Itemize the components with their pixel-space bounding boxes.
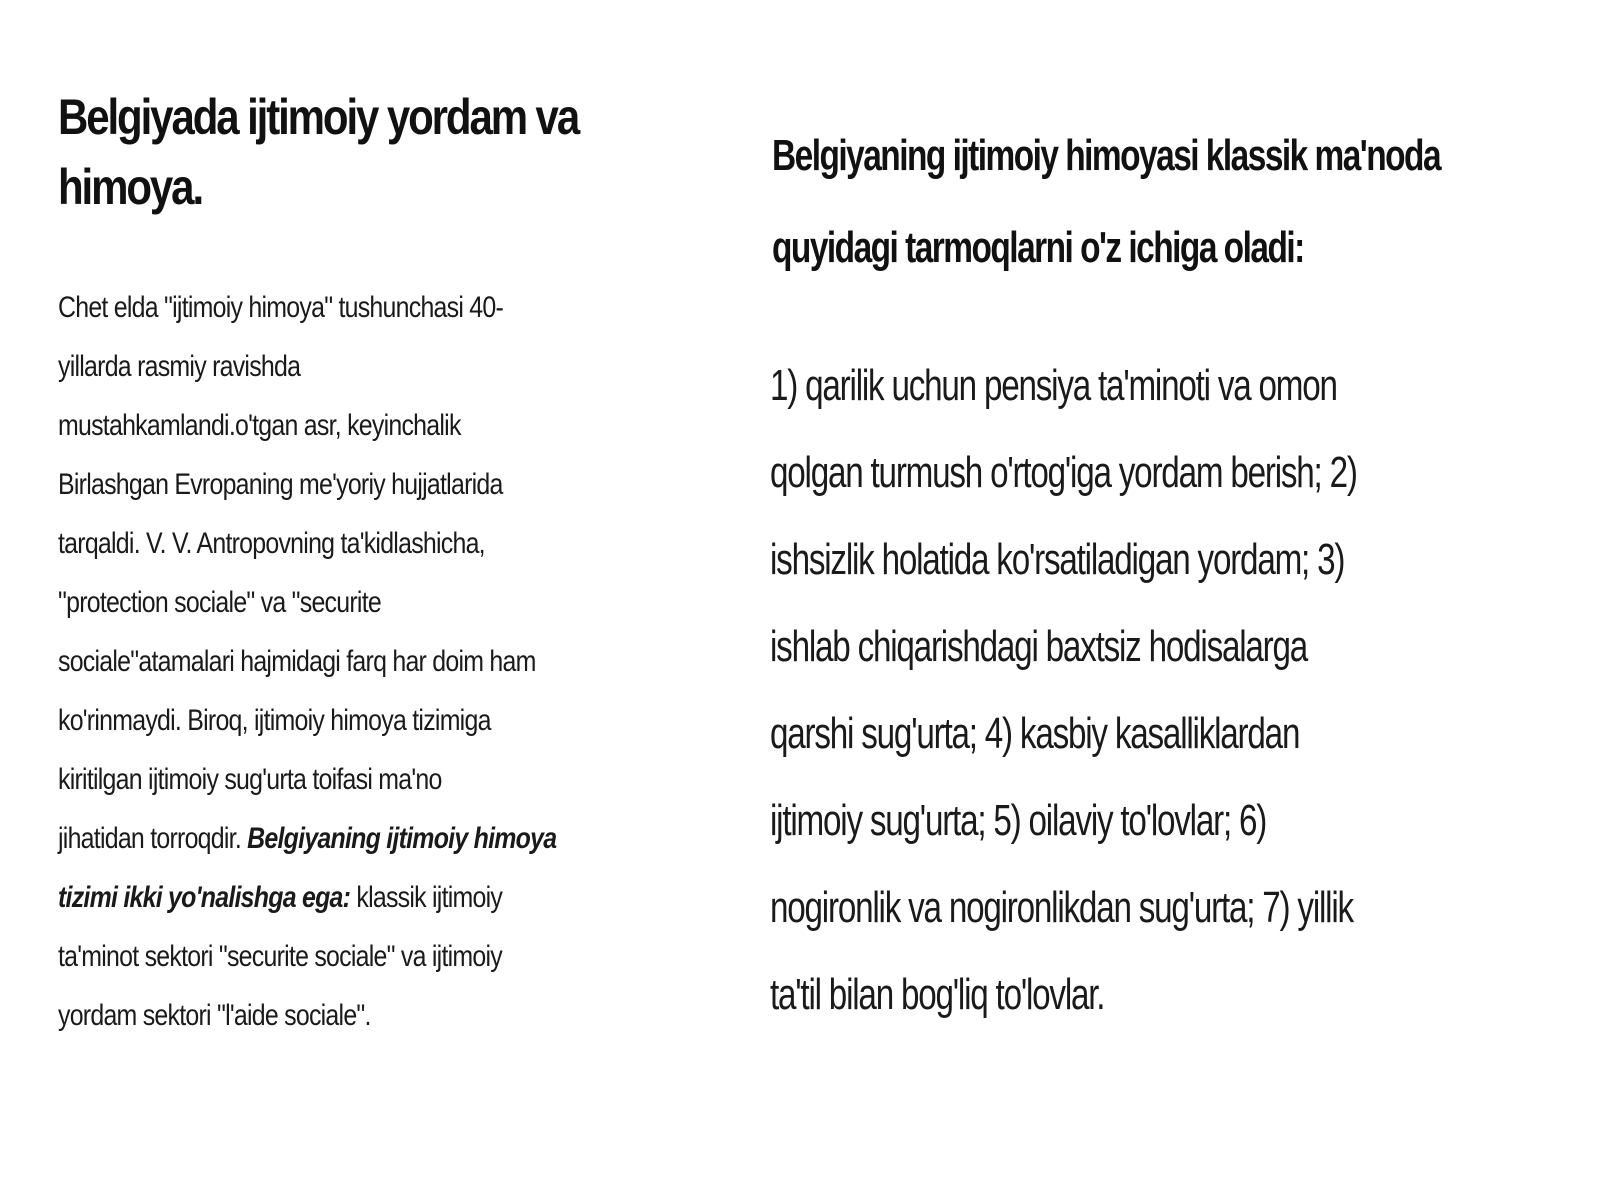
left-heading-line: Belgiyada ijtimoiy yordam va [58,89,579,145]
left-paragraph-line: tarqaldi. V. V. Antropovning ta'kidlashicha, [58,527,485,560]
left-heading [58,82,629,222]
left-paragraph-line: ta'minot sektori "securite sociale" va ijtimoiy [58,940,502,973]
right-paragraph-line: qolgan turmush o'rtog'iga yordam berish; 2) [770,448,1357,497]
left-paragraph-line: mustahkamlandi.o'tgan asr, keyinchalik [58,409,461,442]
right-heading-line: quyidagi tarmoqlarni o'z ichiga oladi: [772,223,1304,272]
left-paragraph-line: sociale"atamalari hajmidagi farq har doim ham [58,645,536,678]
left-paragraph-line: Birlashgan Evropaning me'yoriy hujjatlarida [58,468,503,501]
left-paragraph-line [58,809,622,868]
left-paragraph-line [58,868,622,927]
right-paragraph-line: nogironlik va nogironlikdan sug'urta; 7) yillik [770,883,1353,932]
left-paragraph-line: yillarda rasmiy ravishda [58,350,301,383]
plain-text: klassik ijtimoiy [350,881,503,914]
right-column [770,110,1572,1019]
right-paragraph-line: ijtimoiy sug'urta; 5) oilaviy to'lovlar; 6) [770,796,1267,845]
left-paragraph-line: Chet elda "ijtimoiy himoya" tushunchasi 40- [58,291,504,324]
right-paragraph-line: ishsizlik holatida ko'rsatiladigan yordam; 3) [770,535,1345,584]
right-paragraph-line: qarshi sug'urta; 4) kasbiy kasalliklardan [770,709,1300,758]
left-paragraph-line: "protection sociale" va "securite [58,586,381,619]
emphasis-text: tizimi ikki yo'nalishga ega: [58,881,351,914]
left-paragraph-line: kiritilgan ijtimoiy sug'urta toifasi ma'no [58,763,442,796]
right-list-paragraph [770,342,1374,1038]
emphasis-text: Belgiyaning ijtimoiy himoya [247,822,557,855]
right-paragraph-line: ta'til bilan bog'liq to'lovlar. [770,970,1105,1019]
left-paragraph [58,278,622,1045]
right-paragraph-line: 1) qarilik uchun pensiya ta'minoti va omon [770,361,1337,410]
right-paragraph-line: ishlab chiqarishdagi baxtsiz hodisalarga [770,622,1308,671]
left-column [58,82,628,1032]
left-paragraph-line: yordam sektori "l'aide sociale". [58,999,371,1032]
right-heading-line: Belgiyaning ijtimoiy himoyasi klassik ma'noda [772,131,1441,180]
left-paragraph-line: ko'rinmaydi. Biroq, ijtimoiy himoya tizimiga [58,704,491,737]
right-heading [772,110,1456,294]
left-heading-line: himoya. [58,159,203,215]
plain-text: jihatidan torroqdir. [58,822,248,855]
